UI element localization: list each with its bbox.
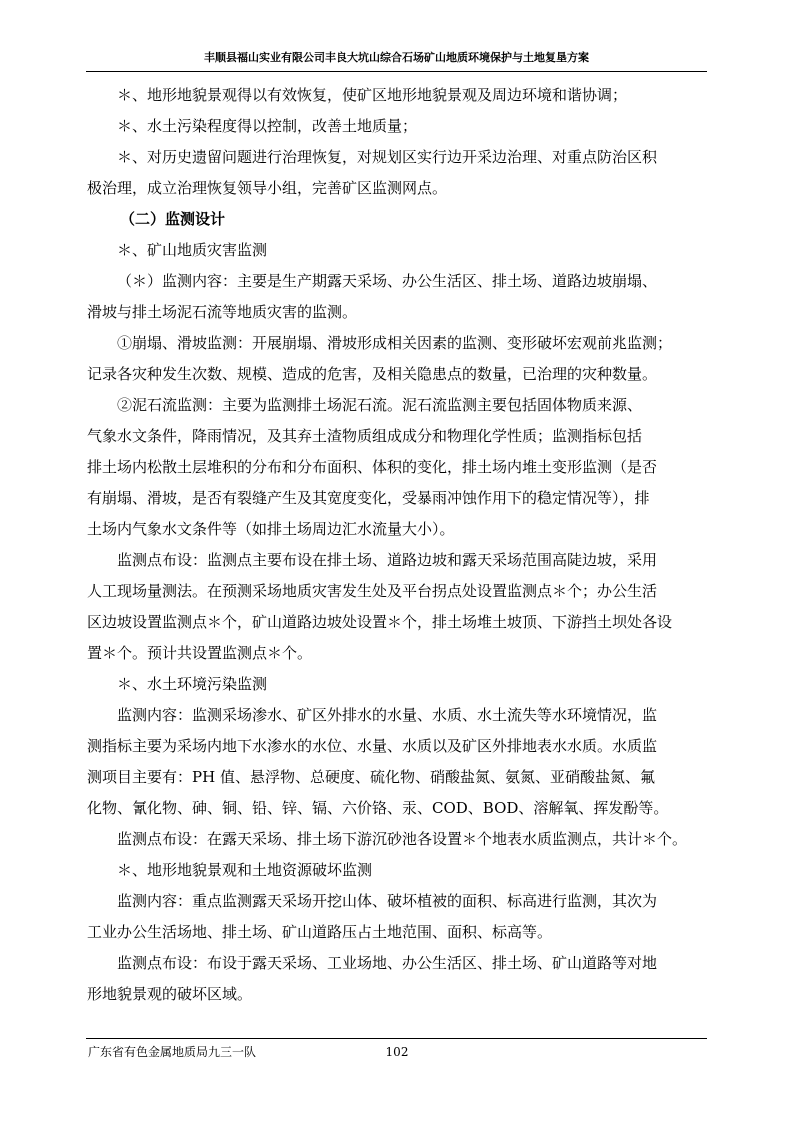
paragraph-line: 监测点布设：监测点主要布设在排土场、道路边坡和露天采场范围高陡边坡，采用 [117,551,658,569]
paragraph-line: 化物、氰化物、砷、铜、铅、锌、镉、六价铬、汞、COD、BOD、溶解氧、挥发酚等。 [87,799,669,817]
document-body [87,80,711,1010]
paragraph-line: 气象水文条件，降雨情况，及其弃土渣物质组成成分和物理化学性质；监测指标包括 [87,427,643,445]
subsection-heading: ＊、矿山地质灾害监测 [117,241,268,259]
footer-organization: 广东省有色金属地质局九三一队 [88,1045,257,1059]
paragraph-line: 极治理，成立治理恢复领导小组，完善矿区监测网点。 [87,179,448,197]
subsection-heading: ＊、水土环境污染监测 [117,675,268,693]
paragraph-line: 工业办公生活场地、排土场、矿山道路压占土地范围、面积、标高等。 [87,923,553,941]
paragraph-line: 记录各灾种发生次数、规模、造成的危害，及相关隐患点的数量，已治理的灾种数量。 [87,365,658,383]
section-heading: （二）监测设计 [120,210,226,228]
paragraph-line: 监测内容：监测采场渗水、矿区外排水的水量、水质、水土流失等水环境情况，监 [117,706,658,724]
paragraph-line: 土场内气象水文条件等（如排土场周边汇水流量大小）。 [87,520,455,538]
header-divider [86,71,707,72]
paragraph-line: ①崩塌、滑坡监测：开展崩塌、滑坡形成相关因素的监测、变形破坏宏观前兆监测； [117,334,673,352]
paragraph-line: 监测内容：重点监测露天采场开挖山体、破坏植被的面积、标高进行监测，其次为 [117,892,658,910]
paragraph-line: ＊、地形地貌景观得以有效恢复，使矿区地形地貌景观及周边环境和谐协调； [117,86,628,104]
paragraph-line: 形地貌景观的破坏区域。 [87,985,253,1003]
paragraph-line: 滑坡与排土场泥石流等地质灾害的监测。 [87,303,358,321]
paragraph-line: 排土场内松散土层堆积的分布和分布面积、体积的变化，排土场内堆土变形监测（是否 [87,458,658,476]
page-header-title: 丰顺县福山实业有限公司丰良大坑山综合石场矿山地质环境保护与土地复垦方案 [204,51,589,64]
footer-divider [86,1038,707,1039]
paragraph-line: 人工现场量测法。在预测采场地质灾害发生处及平台拐点处设置监测点＊个；办公生活 [87,582,658,600]
paragraph-line: 监测点布设：在露天采场、排土场下游沉砂池各设置＊个地表水质监测点，共计＊个。 [117,830,688,848]
paragraph-line: 测项目主要有：PH 值、悬浮物、总硬度、硫化物、硝酸盐氮、氨氮、亚硝酸盐氮、氟 [87,768,655,786]
paragraph-line: ＊、水土污染程度得以控制，改善土地质量； [117,117,418,135]
paragraph-line: ②泥石流监测：主要为监测排土场泥石流。泥石流监测主要包括固体物质来源、 [117,396,643,414]
subsection-heading: ＊、地形地貌景观和土地资源破坏监测 [117,861,373,879]
paragraph-line: ＊、对历史遗留问题进行治理恢复，对规划区实行边开采边治理、对重点防治区积 [117,148,658,166]
paragraph-line: 置＊个。预计共设置监测点＊个。 [87,644,313,662]
page-number: 102 [385,1045,409,1059]
paragraph-line: 区边坡设置监测点＊个，矿山道路边坡处设置＊个，排土场堆土坡顶、下游挡土坝处各设 [87,613,673,631]
paragraph-line: 监测点布设：布设于露天采场、工业场地、办公生活区、排土场、矿山道路等对地 [117,954,658,972]
paragraph-line: 测指标主要为采场内地下水渗水的水位、水量、水质以及矿区外排地表水水质。水质监 [87,737,658,755]
paragraph-line: 有崩塌、滑坡，是否有裂缝产生及其宽度变化，受暴雨冲蚀作用下的稳定情况等），排 [87,489,650,507]
paragraph-line: （＊）监测内容：主要是生产期露天采场、办公生活区、排土场、道路边坡崩塌、 [117,272,658,290]
